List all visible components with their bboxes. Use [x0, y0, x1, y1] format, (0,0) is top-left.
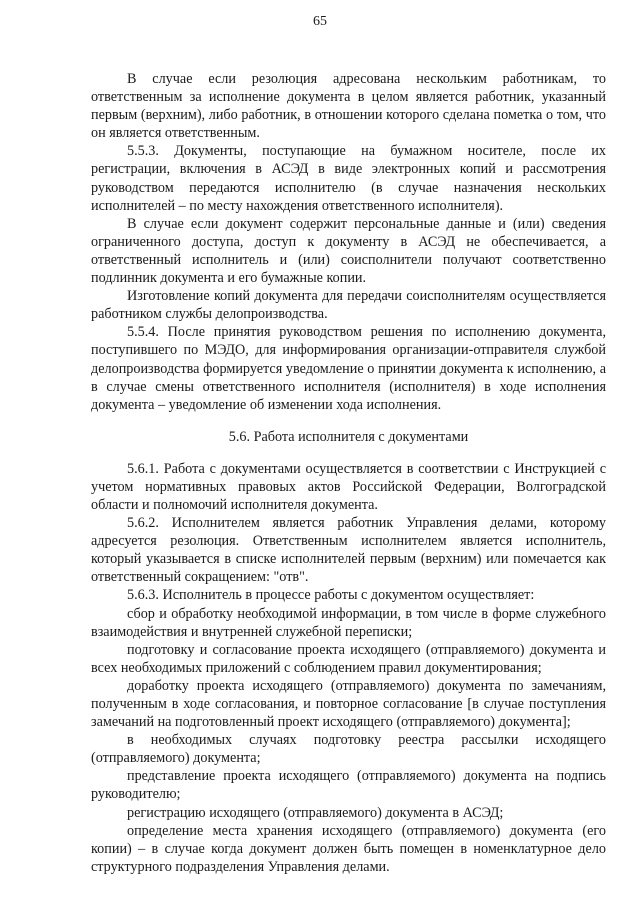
document-body [91, 70, 606, 876]
paragraph: 5.5.3. Документы, поступающие на бумажном носителе, после их регистрации, включения в АСЭД в виде электронных копий и рассмотрения руководством передаются исполнителю (в случае назначения нескольких исполнителей – по месту нахождения ответственного исполнителя). [91, 143, 606, 214]
paragraph: 5.6.2. Исполнителем является работник Управления делами, которому адресуется резолюция. Ответственным исполнителем является исполнитель, который указывается в списке исполнителей первым (верхним) или помечается как ответственный сокращением: "отв". [91, 515, 606, 586]
paragraph: В случае если документ содержит персональные данные и (или) сведения ограниченного доступа, доступ к документу в АСЭД не обеспечивается, а ответственный исполнитель и (или) соисполнители получают соответственно подлинник документа и его бумажные копии. [91, 215, 606, 287]
list-item: представление проекта исходящего (отправляемого) документа на подпись руководителю; [91, 768, 606, 803]
paragraphs-after-section [91, 460, 606, 876]
paragraph: 5.5.4. После принятия руководством решения по исполнению документа, поступившего по МЭДО, для информирования организации-отправителя службой делопроизводства формируется уведомление о принятии документа к исполнению, а в случае смены ответственного исполнителя (исполнителя) в ходе исполнения документа – уведомление об изменении хода исполнения. [91, 324, 606, 413]
list-item: в необходимых случаях подготовку реестра рассылки исходящего (отправляемого) документа; [91, 732, 606, 767]
paragraph: 5.6.1. Работа с документами осуществляется в соответствии с Инструкцией с учетом нормативных правовых актов Российской Федерации, Волгоградской области и полномочий исполнителя документа. [91, 460, 606, 513]
list-item: регистрацию исходящего (отправляемого) документа в АСЭД; [127, 804, 504, 821]
list-item: доработку проекта исходящего (отправляемого) документа по замечаниям, полученным в ходе согласования, и повторное согласование [в случае поступления замечаний на подготовленный проект исходящего (отправляемого) документа]; [91, 677, 606, 731]
paragraph: 5.6.3. Исполнитель в процессе работы с документом осуществляет: [127, 587, 535, 604]
list-item: определение места хранения исходящего (отправляемого) документа (его копии) – в случае когда документ должен быть помещен в номенклатурное дело структурного подразделения Управления делами. [91, 822, 606, 875]
paragraph: Изготовление копий документа для передачи соисполнителям осуществляется работником службы делопроизводства. [91, 288, 606, 323]
list-item: подготовку и согласование проекта исходящего (отправляемого) документа и всех необходимых приложений с соблюдением правил документирования; [91, 641, 606, 676]
list-item: сбор и обработку необходимой информации, в том числе в форме служебного взаимодействия и внутренней служебной переписки; [91, 605, 606, 640]
section-heading: 5.6. Работа исполнителя с документами [228, 428, 469, 445]
paragraphs-before-section [91, 70, 606, 414]
page-number: 65 [313, 14, 327, 29]
paragraph: В случае если резолюция адресована нескольким работникам, то ответственным за исполнение документа в целом является работник, указанный первым (верхним), либо работник, в отношении которого сделана пометка о том, что он является ответственным. [91, 71, 606, 142]
